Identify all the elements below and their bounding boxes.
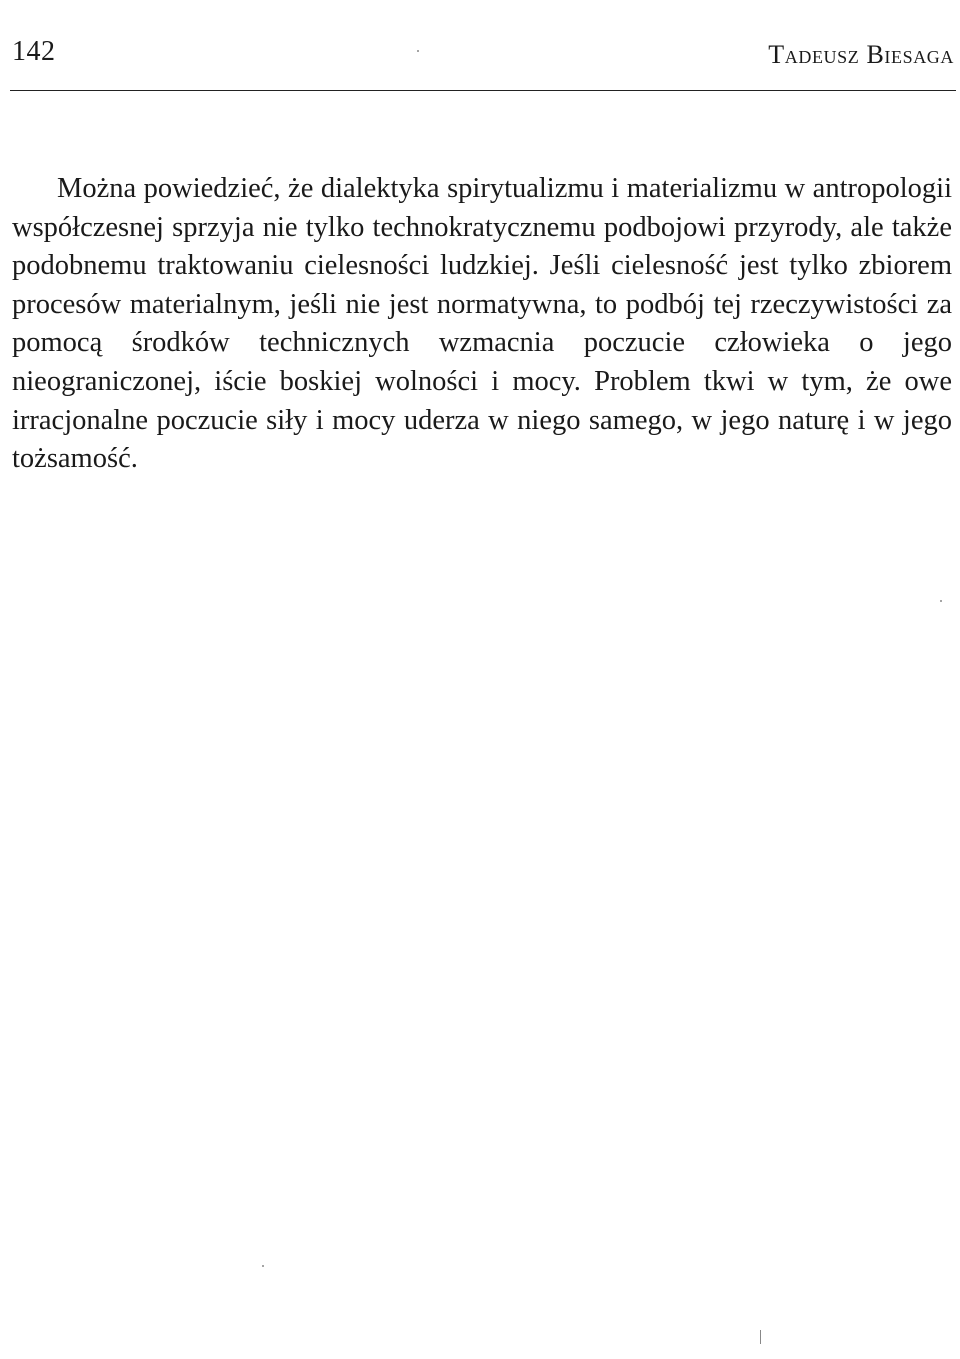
- running-head: [10, 30, 956, 80]
- scan-speck: [262, 1265, 264, 1267]
- scan-speck: [940, 600, 942, 602]
- header-rule: [10, 90, 956, 91]
- page-number: 142: [12, 36, 56, 67]
- body-paragraph: Można powiedzieć, że dialektyka spirytualizmu i materializmu w antropologii współczesnej sprzyja nie tylko technokratycznemu podbojowi przyrody, ale także podobnemu traktowaniu cielesności ludzkiej. Jeśli cielesność jest tylko zbiorem procesów materialnym, jeśli nie jest normatywna, to podbój tej rzeczywistości za pomocą środków technicznych wzmacnia poczucie człowieka o jego nieograniczonej, iście boskiej wolności i mocy. Problem tkwi w tym, że owe irracjonalne poczucie siły i mocy uderza w niego samego, w jego naturę i w jego tożsamość.: [12, 173, 952, 475]
- scan-speck: [760, 1330, 761, 1344]
- running-title-author: Tadeusz Biesaga: [768, 40, 954, 69]
- scan-speck: [417, 50, 419, 52]
